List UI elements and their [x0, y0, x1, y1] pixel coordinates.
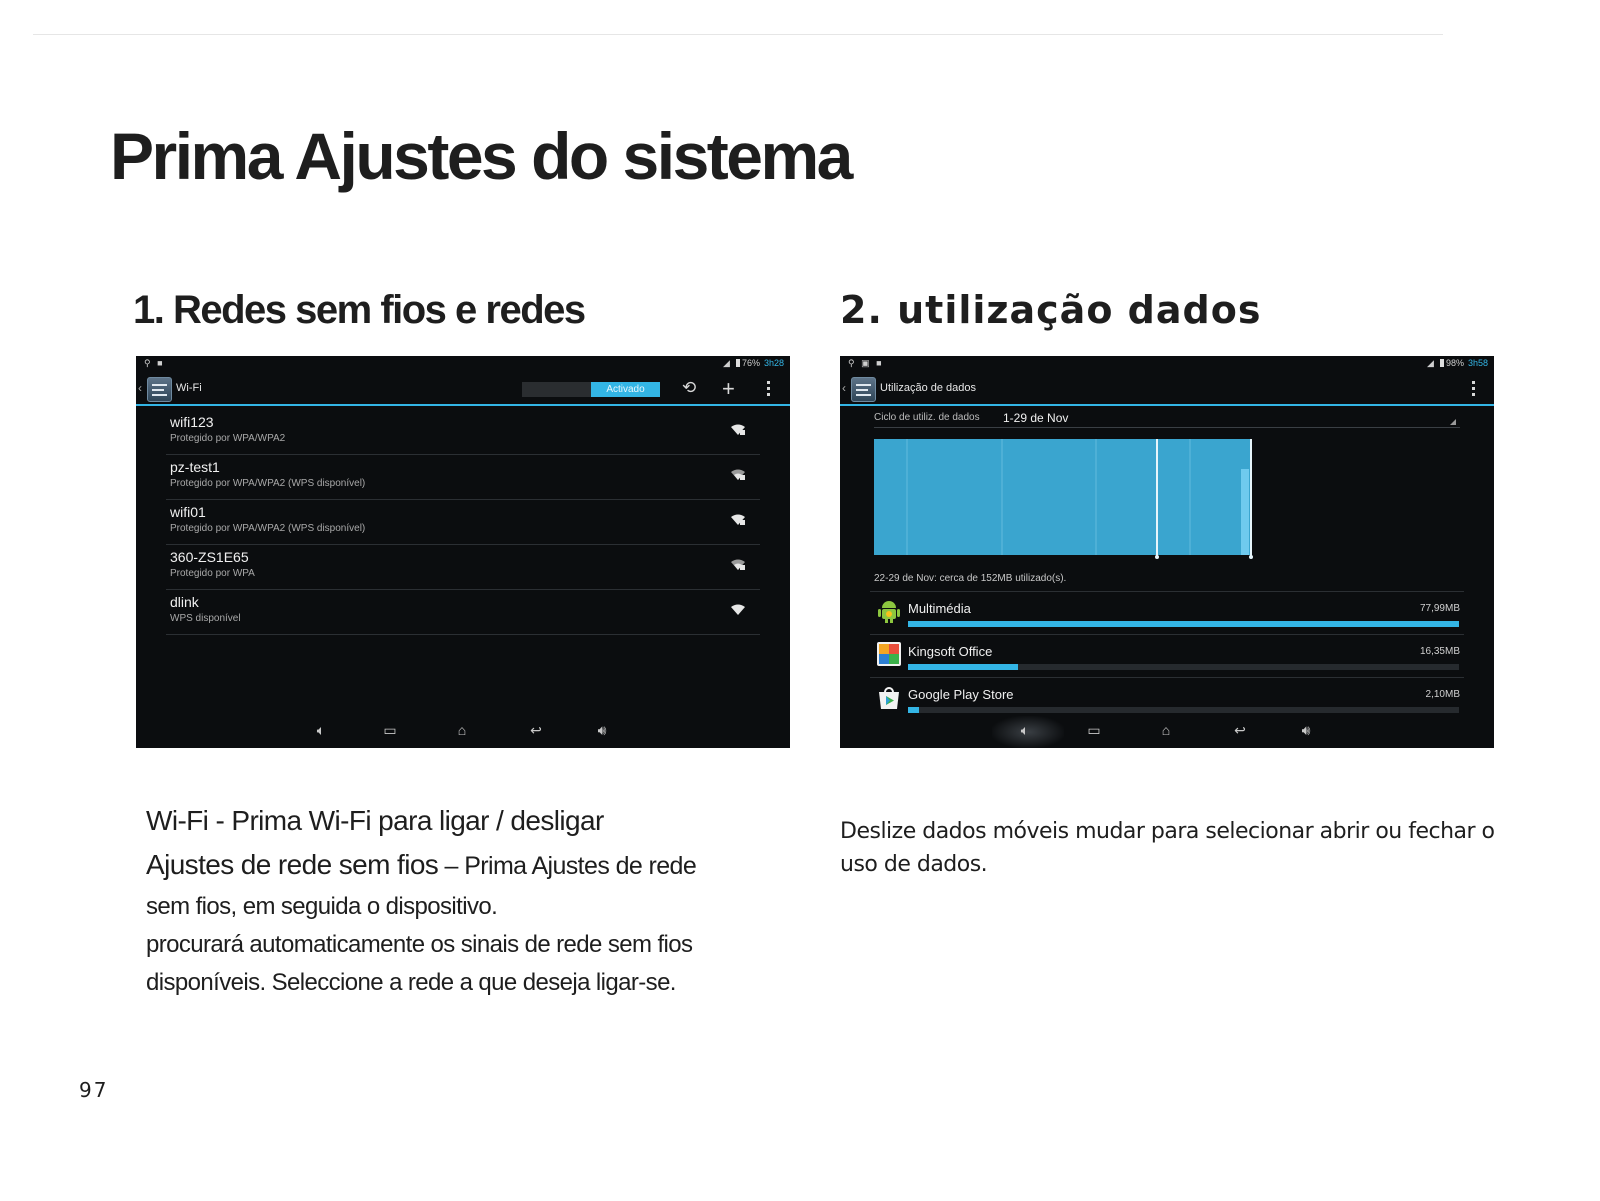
page-title: Prima Ajustes do sistema [110, 119, 851, 193]
wifi-network-list [166, 410, 760, 635]
range-end-knob [1249, 555, 1253, 559]
settings-app-icon[interactable] [147, 377, 172, 402]
battery-level: 76% [741, 358, 760, 368]
status-bar [840, 356, 1494, 372]
network-name: pz-test1 [170, 459, 220, 475]
app-usage-bar [908, 664, 1459, 670]
cycle-label: Ciclo de utiliz. de dados [874, 412, 980, 423]
usage-chart[interactable] [874, 439, 1464, 559]
volume-down-icon[interactable]: 🔈︎ [316, 722, 326, 738]
range-start-knob [1155, 555, 1159, 559]
app-usage-bar-fill [908, 707, 919, 713]
network-security: Protegido por WPA/WPA2 (WPS disponível) [170, 478, 366, 489]
home-icon[interactable]: ⌂ [457, 722, 467, 738]
volume-up-icon[interactable]: 🔊︎ [597, 722, 607, 738]
section-title-data-usage: 2. utilização dados [840, 288, 1262, 332]
usb-icon: ⚲ ■ [144, 358, 165, 368]
app-usage-row[interactable] [870, 677, 1464, 720]
wireless-desc-line [146, 849, 766, 893]
wifi-network-item[interactable] [166, 500, 760, 545]
wireless-settings-term: Ajustes de rede sem fios [146, 849, 439, 880]
wifi-network-item[interactable] [166, 410, 760, 455]
back-caret-icon[interactable]: ‹ [138, 381, 142, 395]
cycle-selector[interactable]: 1-29 de Nov [1003, 411, 1069, 425]
dropdown-arrow-icon[interactable] [1450, 419, 1456, 425]
app-usage-bar-fill [908, 664, 1018, 670]
usb-icon: ⚲ ▣ ■ [848, 358, 884, 368]
wireless-desc-line: disponíveis. Seleccione a rede a que deseja ligar-se. [146, 969, 676, 996]
cycle-underline [874, 427, 1460, 428]
network-security: Protegido por WPA/WPA2 (WPS disponível) [170, 523, 366, 534]
section-title-wireless: 1. Redes sem fios e redes [133, 288, 585, 332]
navigation-bar [136, 716, 790, 748]
overflow-menu-icon[interactable] [762, 378, 774, 398]
volume-up-icon[interactable]: 🔊︎ [1301, 722, 1311, 738]
data-usage-description: Deslize dados móveis mudar para selecionar abrir ou fechar o uso de dados. [840, 819, 1495, 877]
wifi-signal-locked-icon [730, 514, 746, 526]
app-usage-row[interactable] [870, 591, 1464, 634]
app-data-size: 77,99MB [1419, 603, 1460, 614]
wireless-desc-line: sem fios, em seguida o dispositivo. [146, 893, 498, 920]
navigation-bar [840, 716, 1494, 748]
app-usage-bar [908, 621, 1459, 627]
network-security: WPS disponível [170, 613, 241, 624]
settings-app-icon[interactable] [851, 377, 876, 402]
app-usage-row[interactable] [870, 634, 1464, 677]
signal-icon: ◢ [723, 358, 730, 368]
wireless-desc-fragment: – Prima Ajustes de rede [438, 852, 697, 880]
usage-summary: 22-29 de Nov: cerca de 152MB utilizado(s). [874, 573, 1067, 584]
wireless-description [146, 805, 766, 1007]
action-bar [136, 372, 790, 406]
app-usage-bar [908, 707, 1459, 713]
top-rule [33, 34, 1443, 35]
app-data-size: 2,10MB [1425, 689, 1460, 700]
data-usage-title: Utilização de dados [880, 382, 977, 394]
app-usage-list [870, 591, 1464, 720]
wifi-screenshot [136, 356, 790, 748]
recent-apps-icon[interactable]: ▭ [1087, 722, 1101, 738]
wifi-network-item[interactable] [166, 455, 760, 500]
wifi-signal-locked-icon [730, 424, 746, 436]
back-icon[interactable]: ↩ [1234, 722, 1246, 738]
page-number: 97 [79, 1078, 109, 1102]
wifi-network-item[interactable] [166, 590, 760, 635]
home-icon[interactable]: ⌂ [1161, 722, 1171, 738]
wifi-title: Wi-Fi [176, 382, 202, 394]
network-security: Protegido por WPA/WPA2 [170, 433, 286, 444]
android-icon [876, 598, 902, 624]
battery-level: 98% [1445, 358, 1464, 368]
wps-icon[interactable]: ⟲ [682, 378, 697, 397]
overflow-menu-icon[interactable] [1467, 378, 1479, 398]
wifi-signal-locked-icon [730, 469, 746, 481]
volume-down-icon[interactable]: 🔈︎ [1020, 722, 1030, 738]
usage-area [874, 439, 1252, 555]
network-name: dlink [170, 594, 199, 610]
network-name: wifi01 [170, 504, 206, 520]
network-name: 360-ZS1E65 [170, 549, 249, 565]
status-bar [136, 356, 790, 372]
app-name: Multimédia [908, 601, 971, 616]
wifi-network-item[interactable] [166, 545, 760, 590]
wifi-signal-locked-icon [730, 559, 746, 571]
data-usage-screenshot [840, 356, 1494, 748]
wireless-desc-line: Wi-Fi - Prima Wi-Fi para ligar / desligar [146, 805, 604, 836]
app-name: Kingsoft Office [908, 644, 993, 659]
signal-icon: ◢ [1427, 358, 1434, 368]
app-usage-bar-fill [908, 621, 1459, 627]
wifi-signal-icon [730, 604, 746, 616]
wireless-desc-line: procurará automaticamente os sinais de rede sem fios [146, 931, 693, 958]
clock: 3h28 [763, 358, 784, 368]
back-icon[interactable]: ↩ [530, 722, 542, 738]
network-name: wifi123 [170, 414, 214, 430]
wifi-toggle-on-label: Activado [591, 382, 660, 397]
battery-icon [736, 359, 740, 367]
app-name: Google Play Store [908, 687, 1014, 702]
recent-apps-icon[interactable]: ▭ [383, 722, 397, 738]
add-network-icon[interactable]: + [722, 376, 735, 401]
status-right [1427, 358, 1488, 369]
battery-icon [1440, 359, 1444, 367]
clock: 3h58 [1467, 358, 1488, 368]
status-right [723, 358, 784, 369]
network-security: Protegido por WPA [170, 568, 255, 579]
kingsoft-office-icon [876, 641, 902, 667]
back-caret-icon[interactable]: ‹ [842, 381, 846, 395]
usage-spike [1241, 469, 1249, 555]
google-play-icon [876, 684, 902, 710]
action-bar [840, 372, 1494, 406]
app-data-size: 16,35MB [1419, 646, 1460, 657]
wifi-toggle[interactable] [522, 382, 660, 397]
